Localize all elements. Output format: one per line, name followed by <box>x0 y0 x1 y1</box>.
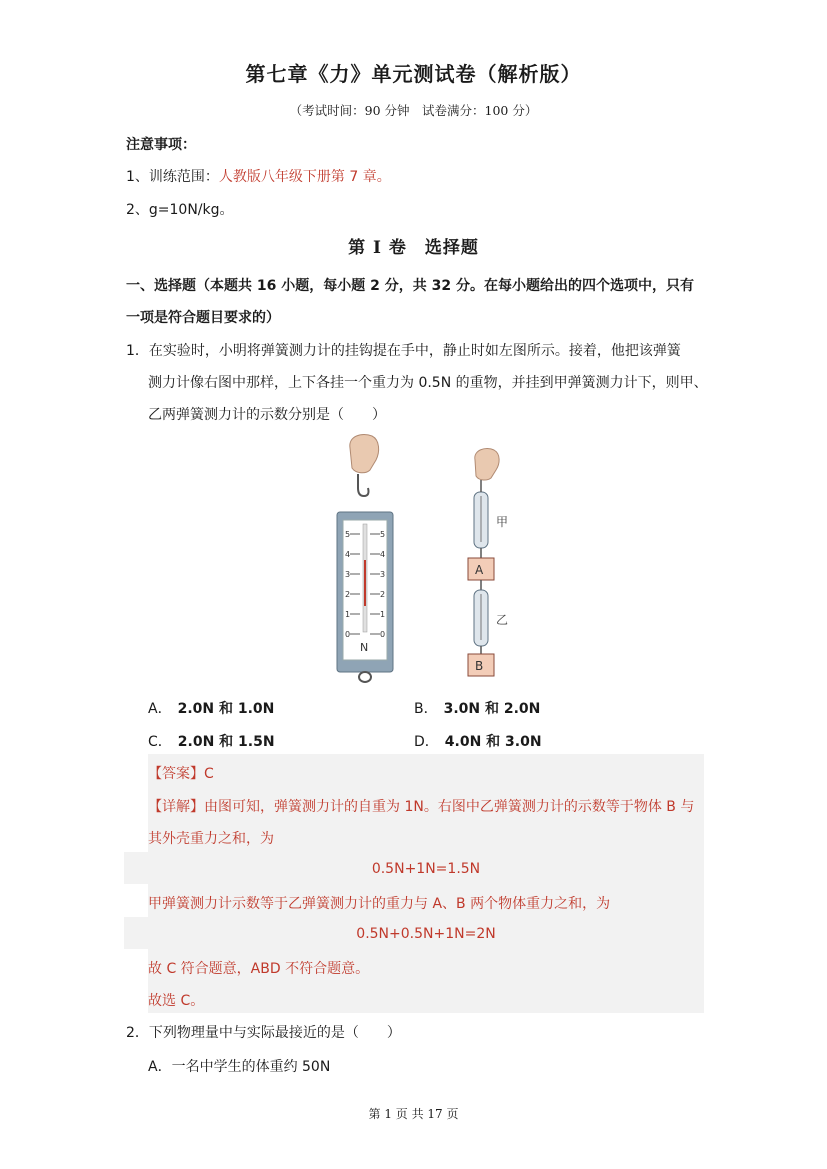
block-a <box>468 558 494 580</box>
answer-value: C <box>204 766 214 782</box>
scale-tick-left-0: 0 <box>345 630 351 639</box>
scale-tick-right-2: 2 <box>380 590 386 599</box>
notes-item-1-scope: 人教版八年级下册第 7 章。 <box>218 169 391 185</box>
scale-tick-right-0: 0 <box>380 630 386 639</box>
notes-item-1 <box>126 166 391 186</box>
scale-tick-left-1: 1 <box>345 610 351 619</box>
option-c-text: 2.0N 和 1.5N <box>177 734 275 750</box>
question2-option-a: A．一名中学生的体重约 50N <box>148 1059 331 1075</box>
option-b-letter: B． <box>414 701 438 717</box>
detail-label: 【详解】 <box>148 799 204 815</box>
option-d-letter: D． <box>414 734 439 750</box>
section-title: 第 I 卷 选择题 <box>348 238 479 258</box>
section-instruction-line1: 一、选择题（本题共 16 小题，每小题 2 分，共 32 分。在每小题给出的四个选项中，只有 <box>126 278 694 294</box>
answer-label: 【答案】 <box>148 766 204 782</box>
detail-text-1: 由图可知，弹簧测力计的自重为 1N。右图中乙弹簧测力计的示数等于物体 B 与 <box>204 799 695 815</box>
conclusion-1: 故 C 符合题意，ABD 不符合题意。 <box>148 961 370 977</box>
page-title: 第七章《力》单元测试卷（解析版） <box>245 62 582 86</box>
scale-tick-right-4: 4 <box>380 550 386 559</box>
answer-line <box>148 763 214 783</box>
spring-scale-figure <box>320 430 530 690</box>
notes-item-2: 2、g=10N/kg。 <box>126 202 234 218</box>
hand-icon-right <box>475 448 499 480</box>
label-jia: 甲 <box>496 515 509 529</box>
scale-tick-right-5: 5 <box>380 530 386 539</box>
scale-unit-label: N <box>360 641 369 654</box>
scale-tick-left-3: 3 <box>345 570 351 579</box>
notes-heading: 注意事项： <box>126 137 196 153</box>
option-b-text: 3.0N 和 2.0N <box>443 701 541 717</box>
scale-tick-left-4: 4 <box>345 550 351 559</box>
section-instruction-line2: 一项是符合题目要求的） <box>126 310 280 326</box>
option-d-text: 4.0N 和 3.0N <box>444 734 542 750</box>
block-a-label: A <box>475 563 484 577</box>
spring-scale-left <box>337 512 393 682</box>
formula-2: 0.5N+0.5N+1N=2N <box>356 926 496 942</box>
scale-tick-right-1: 1 <box>380 610 386 619</box>
option-a-letter: A． <box>148 701 172 717</box>
question1-line3: 乙两弹簧测力计的示数分别是（ ） <box>148 407 386 423</box>
scale-tick-left-2: 2 <box>345 590 351 599</box>
question1-line2: 测力计像右图中那样，上下各挂一个重力为 0.5N 的重物，并挂到甲弹簧测力计下，则甲、 <box>148 375 708 391</box>
option-b <box>414 698 540 718</box>
formula-1: 0.5N+1N=1.5N <box>371 861 481 877</box>
question2-line1: 2．下列物理量中与实际最接近的是（ ） <box>126 1025 401 1041</box>
option-a <box>148 698 274 718</box>
hand-icon-left <box>350 435 379 497</box>
detail-line3: 甲弹簧测力计示数等于乙弹簧测力计的重力与 A、B 两个物体重力之和，为 <box>148 896 611 912</box>
scale-tick-right-3: 3 <box>380 570 386 579</box>
option-a-text: 2.0N 和 1.0N <box>177 701 275 717</box>
detail-line1 <box>148 796 694 816</box>
question1-line1: 1．在实验时，小明将弹簧测力计的挂钩提在手中，静止时如左图所示。接着，他把该弹簧 <box>126 343 681 359</box>
option-c <box>148 731 275 751</box>
scale-tick-left-5: 5 <box>345 530 351 539</box>
notes-item-1-prefix: 1、训练范围： <box>126 169 219 185</box>
block-b <box>468 654 494 676</box>
option-d <box>414 731 542 751</box>
detail-line2: 其外壳重力之和，为 <box>148 831 274 847</box>
spring-scale-jia <box>474 480 508 558</box>
block-b-label: B <box>475 659 484 673</box>
page-number: 第 1 页 共 17 页 <box>368 1107 459 1121</box>
exam-info: （考试时间：90 分钟 试卷满分：100 分） <box>289 103 538 118</box>
spring-scale-yi <box>474 580 508 654</box>
label-yi: 乙 <box>496 613 509 627</box>
conclusion-2: 故选 C。 <box>148 993 205 1009</box>
option-c-letter: C． <box>148 734 172 750</box>
